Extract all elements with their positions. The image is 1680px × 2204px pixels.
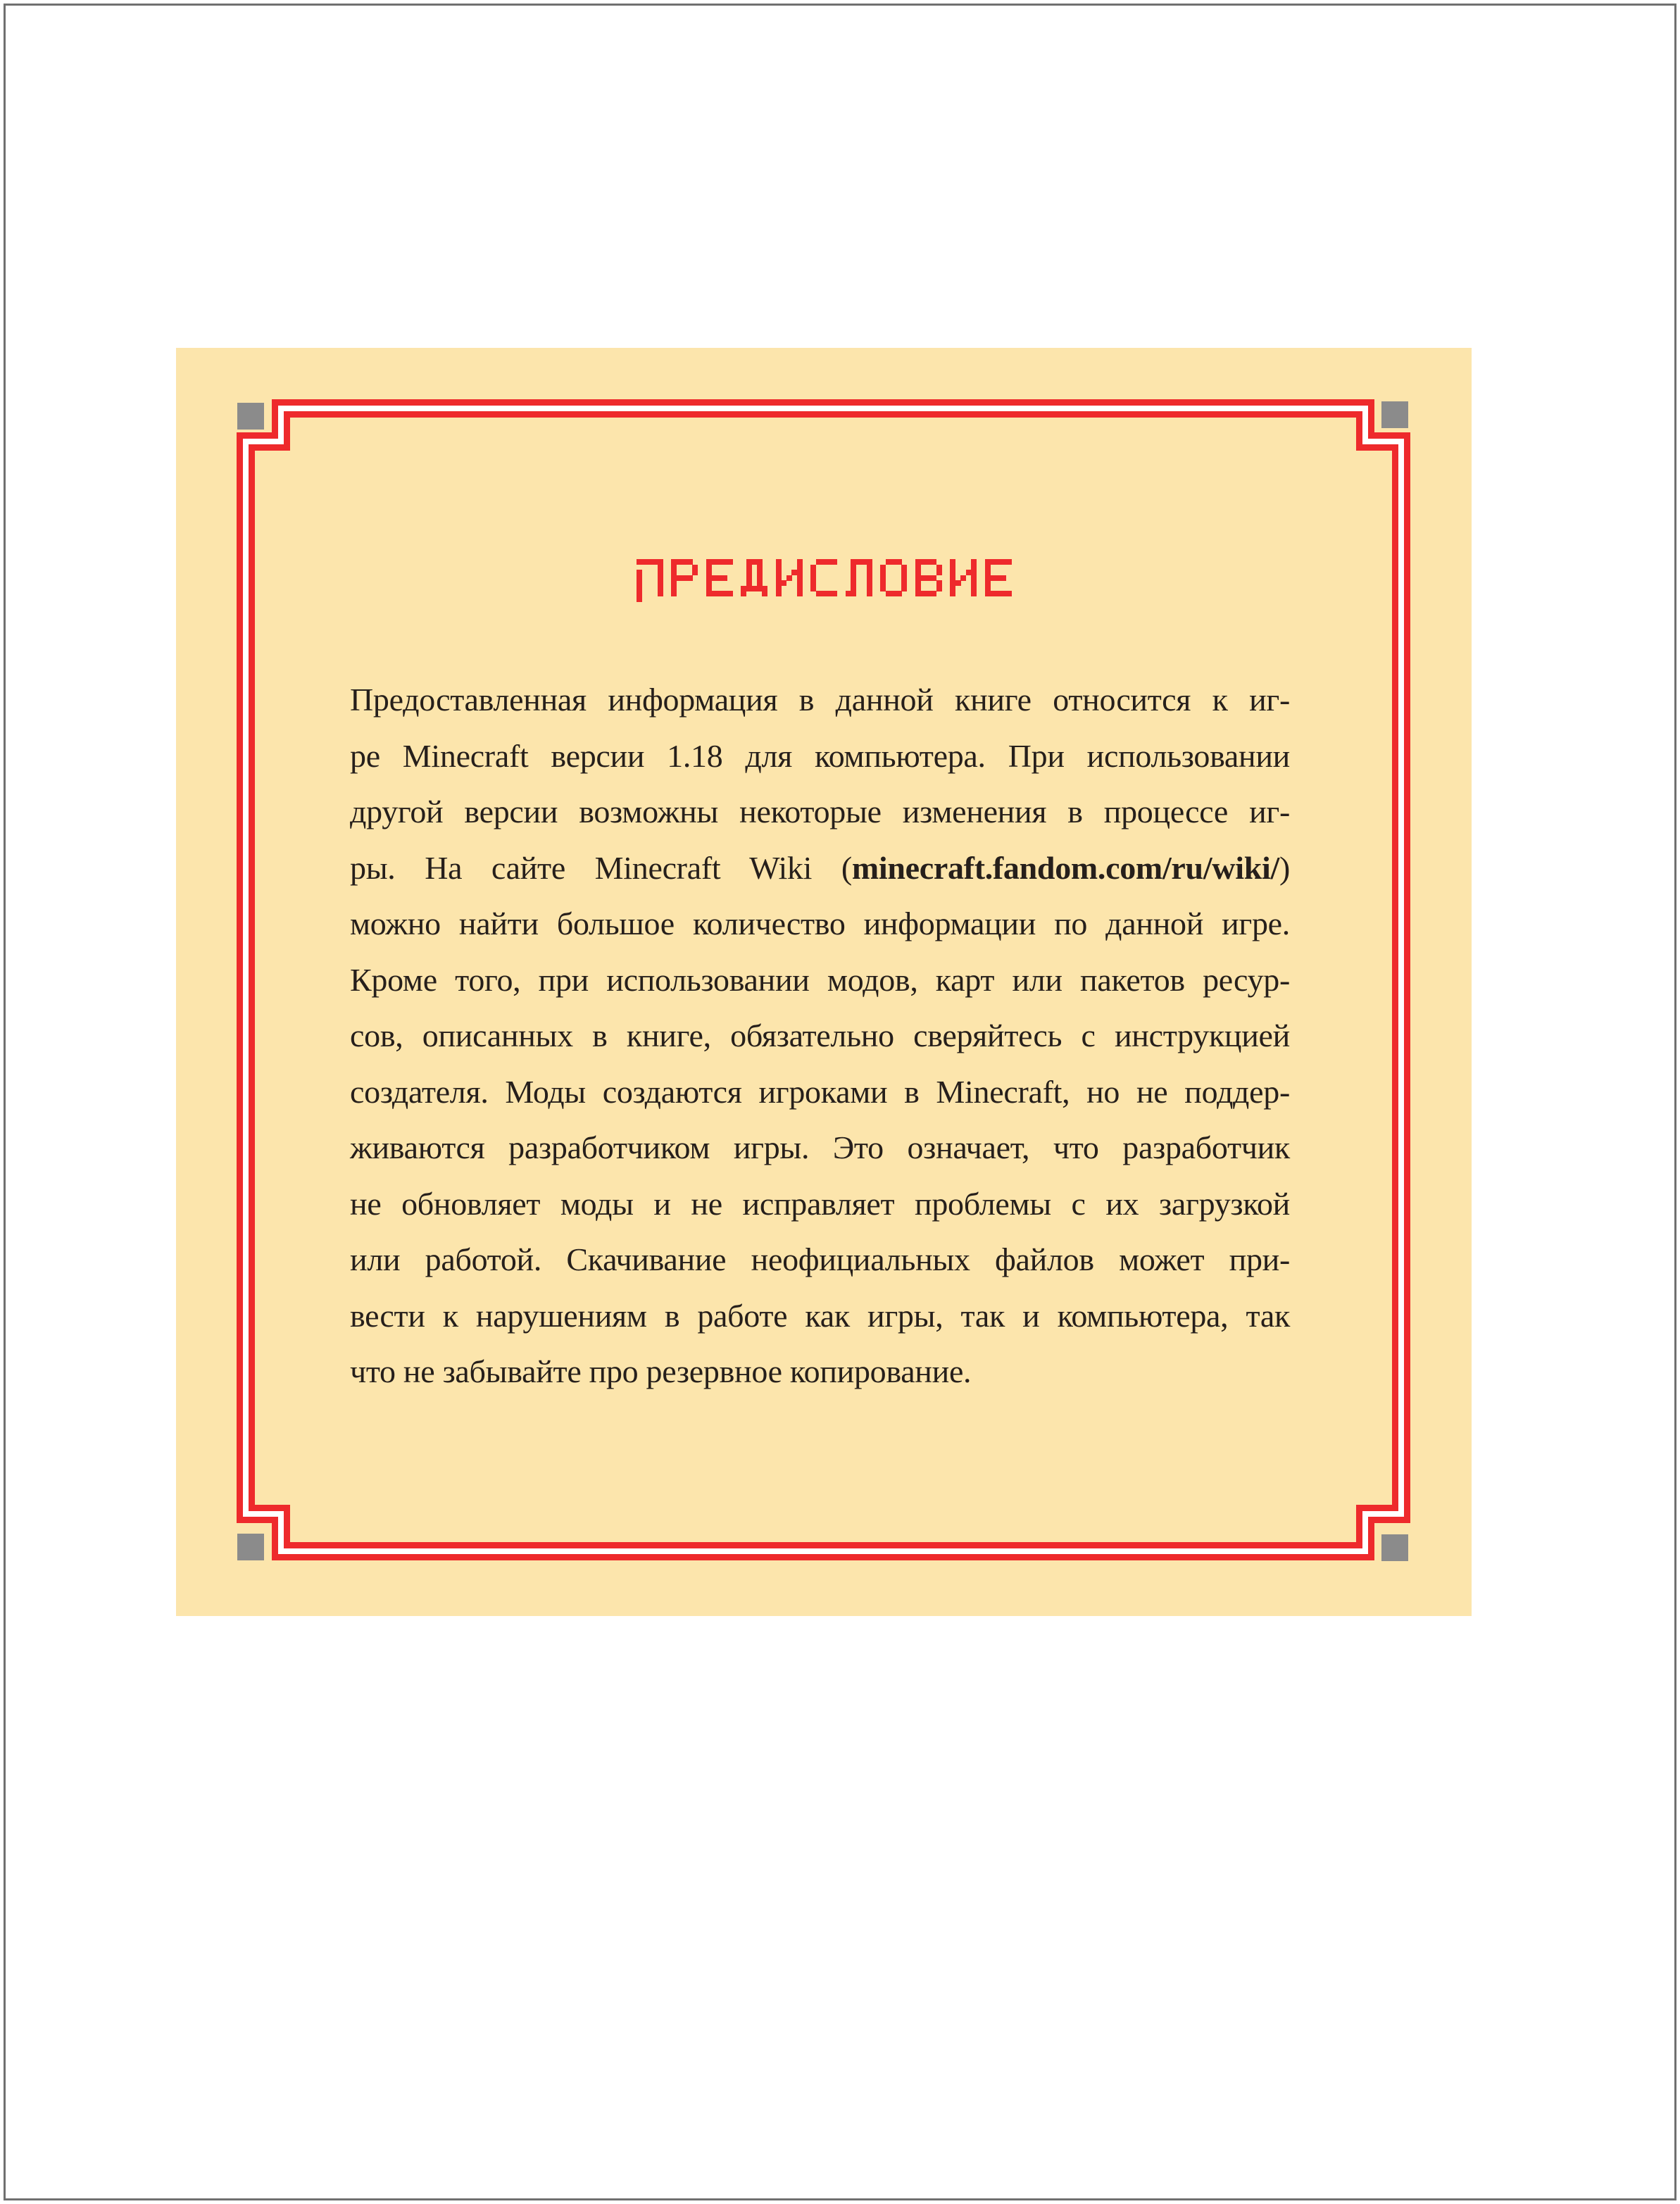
text-line: другой версии возможны некоторые изменения в процессе иг- xyxy=(350,794,1290,829)
corner-square-bottom-left xyxy=(237,1534,264,1560)
wiki-url: minecraft.fandom.com/ru/wiki/ xyxy=(851,849,1279,886)
title-letter xyxy=(741,559,767,601)
title-letter xyxy=(880,559,907,601)
text-line: Кроме того, при использовании модов, карт или пакетов ресур- xyxy=(350,961,1290,998)
text-line: вести к нарушениям в работе как игры, так и компьютера, так xyxy=(350,1297,1290,1334)
corner-square-top-right xyxy=(1381,401,1408,428)
text-line: сов, описанных в книге, обязательно сверяйтесь с инструкцией xyxy=(350,1018,1290,1053)
corner-square-top-left xyxy=(237,403,264,430)
title-letter xyxy=(915,559,942,601)
corner-square-bottom-right xyxy=(1381,1534,1408,1561)
title-letter xyxy=(706,559,733,601)
title-letter xyxy=(846,559,872,601)
text-line: ре Minecraft версии 1.18 для компьютера. При использовании xyxy=(350,737,1290,774)
text-line: можно найти большое количество информации по данной игре. xyxy=(350,906,1290,941)
text-line: создателя. Моды создаются игроками в Minecraft, но не поддер- xyxy=(350,1073,1290,1110)
title-letter xyxy=(985,559,1012,601)
title-letter xyxy=(671,559,698,601)
title-letter xyxy=(810,559,837,601)
text-line: Предоставленная информация в данной книге относится к иг- xyxy=(350,682,1290,718)
text-line: не обновляет моды и не исправляет проблемы с их загрузкой xyxy=(350,1185,1290,1222)
text-line: живаются разработчиком игры. Это означает, что разработчик xyxy=(350,1129,1290,1165)
body-text xyxy=(350,672,1290,1400)
text-line: или работой. Скачивание неофициальных файлов может при- xyxy=(350,1241,1290,1277)
preface-panel xyxy=(176,348,1472,1616)
title-letter xyxy=(637,559,663,601)
title-letter xyxy=(776,559,803,601)
text-line: ры. На сайте Minecraft Wiki (minecraft.fandom.com/ru/wiki/) xyxy=(350,849,1290,886)
page-title xyxy=(176,559,1472,601)
text-line: что не забывайте про резервное копирование. xyxy=(350,1353,972,1389)
title-letter xyxy=(950,559,977,601)
